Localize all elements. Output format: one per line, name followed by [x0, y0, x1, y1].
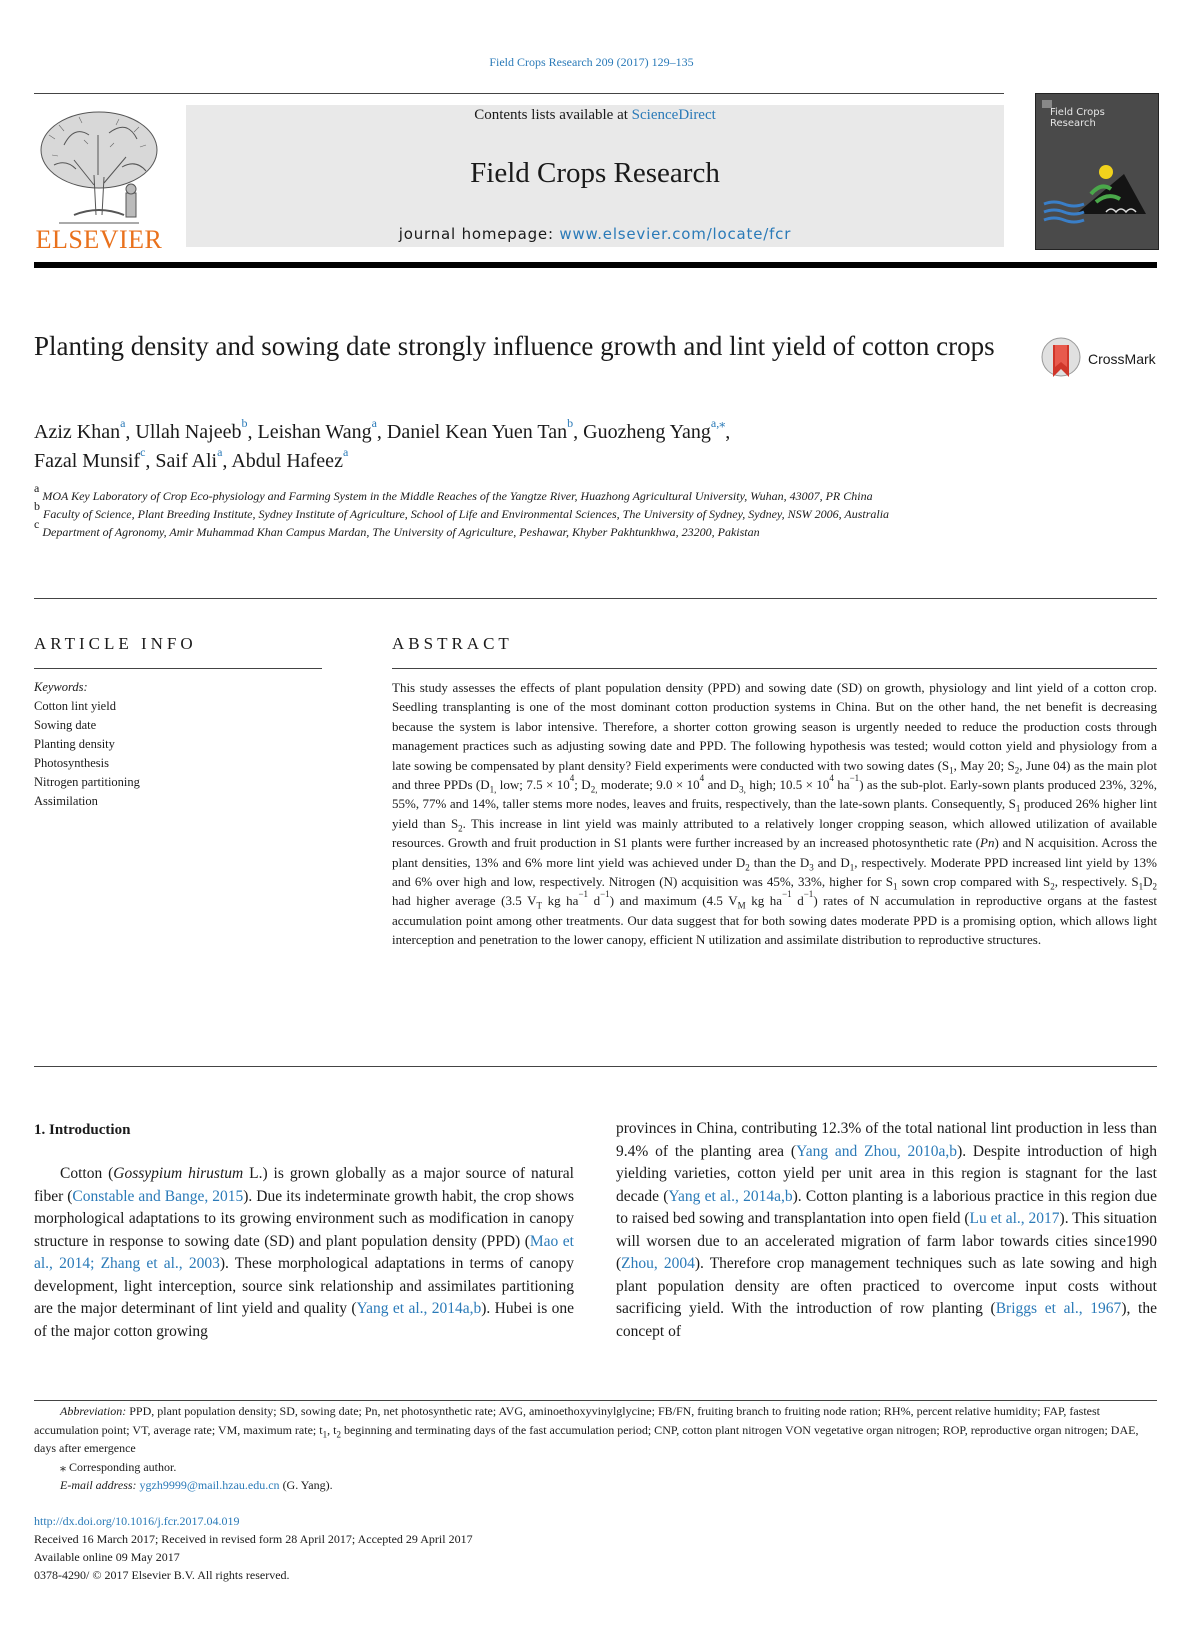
abbreviation-label: Abbreviation:: [60, 1404, 127, 1418]
footnote-rule: [34, 1400, 1157, 1401]
available-online: Available online 09 May 2017: [34, 1550, 180, 1564]
email-link[interactable]: ygzh9999@mail.hzau.edu.cn: [139, 1478, 280, 1492]
keyword: Photosynthesis: [34, 756, 110, 770]
email-label: E-mail address:: [60, 1478, 137, 1492]
author-name: Aziz Khan: [34, 421, 121, 443]
author-name: Ullah Najeeb: [135, 421, 242, 443]
keyword: Nitrogen partitioning: [34, 775, 140, 789]
author-name: Leishan Wang: [257, 421, 372, 443]
contents-line: [186, 107, 1004, 124]
affiliation-mark: c: [34, 517, 40, 531]
author-separator: ,: [145, 450, 156, 472]
author-name: Daniel Kean Yuen Tan: [386, 421, 568, 443]
homepage-line: [186, 225, 1004, 243]
corresponding-author-note: ⁎ Corresponding author.: [60, 1459, 177, 1474]
author-separator: ,: [573, 421, 584, 443]
section-rule: [34, 598, 1157, 599]
introduction-heading: 1. Introduction: [34, 1122, 131, 1138]
affiliation: [34, 499, 1024, 523]
author-list: [34, 418, 1034, 476]
abstract-text: This study assesses the effects of plant population density (PPD) and sowing date (SD) on growth, physiology and lint yield of a cotton crop. Seedling transplanting is one of the most dominant cotton production systems in China. But on the other hand, the net benefit is decreasing because the system is labor intensive. Therefore, a shorter cotton growing season is urgently needed to reduce the production costs through management practices such as adjusting sowing date and PPD. The following hypothesis was tested; would cotton yield and physiology from a late sowing be compensated by plant density? Field experiments were conducted with two sowing dates ($S_1$, May 20; $S_2$, June 04) as the main plot and three PPDs ($D_{1,}$ low; $7.5 \times 10^4$; $D_{2,}$ moderate; $9.0 \times 10^4$ and $D_{3,}$ high; $10.5 \times 10^4$ $ha^{-1}$) as the sub-plot. Early-sown plants produced 23%, 32%, 55%, 77% and 14%, taller stems more nodes, leaves and fruits, respectively, than the late-sown plants. Consequently, $S_1$ produced 26% higher lint yield than $S_2$. This increase in lint yield was mainly attributed to a relatively longer cropping season, which allowed utilization of available resources. Growth and fruit production in S1 plants were further increased by an increased photosynthetic rate (Pn) and N acquisition. Across the plant densities, 13% and 6% more lint yield was achieved under $D_2$ than the $D_3$ and $D_1$, respectively. Moderate PPD increased lint yield by 13% and 6% over high and low, respectively. Nitrogen (N) acquisition was 45%, 33%, higher for $S_1$ sown crop compared with $S_2$, respectively. $S_1D_2$ had higher average (3.5 $V_T$ kg $ha^{-1}$ $d^{-1}$) and maximum (4.5 $V_M$ kg $ha^{-1}$ $d^{-1}$) rates of N accumulation in reproductive organs at the fastest accumulation point among other treatments. Our data suggest that for both sowing dates moderate PPD is a promising option, which allows light interception and penetration to the lower canopy, efficient N utilization and assimilate distribution to reproductive structures.: [392, 680, 1158, 948]
introduction-paragraph: Cotton (Gossypium hirustum L.) is grown globally as a major source of natural fiber (Constable and Bange, 2015). Due its indeterminate growth habit, the crop shows morphological adaptations to its growing environment such as modification in canopy structure in response to sowing date (SD) and plant population density (PPD) (Mao et al., 2014; Zhang et al., 2003). These morphological adaptations in terms of canopy development, light interception, source sink relationship and assimilates partitioning are the major determinant of lint yield and quality (Yang et al., 2014a,b). Hubei is one of the major cotton growing: [34, 1165, 575, 1340]
keyword: Sowing date: [34, 718, 97, 732]
citation-link[interactable]: Yang and Zhou, 2010a,b: [796, 1142, 958, 1160]
author-name: Fazal Munsif: [34, 450, 141, 472]
author-affiliation-mark[interactable]: a: [217, 445, 223, 460]
author-affiliation-mark[interactable]: c: [140, 445, 146, 460]
introduction-column-right: [616, 1118, 1157, 1343]
keyword: Planting density: [34, 737, 115, 751]
cover-title: Field Crops Research: [1050, 107, 1105, 129]
author-name: Guozheng Yang: [583, 421, 711, 443]
author-separator: ,: [725, 421, 731, 443]
introduction-column-left: [34, 1163, 574, 1343]
author[interactable]: [386, 416, 584, 443]
affiliations: [34, 481, 1024, 542]
author[interactable]: [231, 445, 349, 472]
copyright: 0378-4290/ © 2017 Elsevier B.V. All rights reserved.: [34, 1568, 290, 1582]
author[interactable]: [155, 445, 232, 472]
keywords-list: [34, 678, 314, 811]
article-info-heading: ARTICLE INFO: [34, 634, 197, 653]
author-affiliation-mark[interactable]: a: [120, 416, 126, 431]
author-affiliation-mark[interactable]: a,⁎: [710, 416, 726, 431]
affiliation-text: Department of Agronomy, Amir Muhammad Khan Campus Mardan, The University of Agriculture, Peshawar, Khyber Pakhtunkhwa, 23200, Pakistan: [42, 525, 760, 539]
keyword: Cotton lint yield: [34, 699, 116, 713]
homepage-link[interactable]: www.elsevier.com/locate/fcr: [559, 225, 792, 243]
header-rule: [34, 93, 1004, 94]
author-separator: ,: [125, 421, 136, 443]
author[interactable]: [34, 416, 136, 443]
publication-info: [34, 1512, 834, 1584]
citation-link[interactable]: Lu et al., 2017: [969, 1210, 1060, 1227]
author-affiliation-mark[interactable]: a: [371, 416, 377, 431]
citation-link[interactable]: Yang et al., 2014a,b: [668, 1187, 793, 1205]
affiliation-text: MOA Key Laboratory of Crop Eco-physiology and Farming System in the Middle Reaches of the Yangtze River, Huazhong Agricultural University, Wuhan, 43007, PR China: [42, 489, 873, 503]
footnotes: [34, 1402, 1157, 1495]
abstract-heading: ABSTRACT: [392, 634, 513, 653]
crossmark-label[interactable]: CrossMark: [1088, 351, 1156, 367]
citation-link[interactable]: Briggs et al., 1967: [995, 1300, 1122, 1317]
affiliation-text: Faculty of Science, Plant Breeding Institute, Sydney Institute of Agriculture, School of Life and Environmental Sciences, The University of Sydney, Sydney, NSW 2006, Australia: [43, 507, 890, 521]
author-separator: ,: [247, 421, 258, 443]
elsevier-wordmark: ELSEVIER: [35, 225, 163, 254]
received-dates: Received 16 March 2017; Received in revised form 28 April 2017; Accepted 29 April 2017: [34, 1532, 473, 1546]
affiliation-mark: b: [34, 499, 40, 513]
contents-prefix: Contents lists available at: [474, 107, 632, 123]
citation-link[interactable]: Mao et al., 2014; Zhang et al., 2003: [34, 1232, 574, 1272]
elsevier-tree-logo: [34, 105, 164, 245]
author-affiliation-mark[interactable]: b: [241, 416, 248, 431]
article-title: Planting density and sowing date strongly influence growth and lint yield of cotton crops: [34, 331, 995, 361]
header-thick-rule: [34, 262, 1157, 268]
citation-link[interactable]: Yang et al., 2014a,b: [356, 1300, 482, 1317]
author[interactable]: [583, 416, 731, 443]
author[interactable]: [135, 416, 258, 443]
article-info-rule: [34, 668, 322, 669]
abbreviation-footnote: Abbreviation: PPD, plant population density; SD, sowing date; Pn, net photosynthetic rate; AVG, aminoethoxyvinylglycine; FB/FN, fruiting branch to fruiting node ration; RH%, percent relative humidity; FAP, fastest accumulation point; VT, average rate; VM, maximum rate; $t_1$, $t_2$ beginning and terminating days of the fast accumulation period; CNP, cotton plant nitrogen VON vegetative organ nitrogen; ROP, reproductive organ nitrogen; DAE, days after emergence: [34, 1404, 1139, 1455]
sciencedirect-link[interactable]: ScienceDirect: [631, 107, 716, 123]
author-name: Saif Ali: [155, 450, 218, 472]
author-name: Abdul Hafeez: [231, 450, 343, 472]
keyword: Assimilation: [34, 794, 98, 808]
homepage-prefix: journal homepage:: [398, 225, 560, 243]
author-separator: ,: [376, 421, 387, 443]
author-separator: ,: [222, 450, 232, 472]
affiliation: [34, 517, 1024, 541]
affiliation-mark: a: [34, 481, 40, 495]
citation-link[interactable]: Zhou, 2004: [621, 1255, 695, 1272]
doi-link[interactable]: http://dx.doi.org/10.1016/j.fcr.2017.04.019: [34, 1514, 240, 1528]
keywords-label: Keywords:: [34, 680, 88, 694]
journal-title: Field Crops Research: [470, 157, 720, 189]
crossmark-icon[interactable]: [1041, 337, 1081, 383]
author-affiliation-mark[interactable]: b: [567, 416, 574, 431]
author-affiliation-mark[interactable]: a: [342, 445, 349, 460]
introduction-paragraph: provinces in China, contributing 12.3% of the total national lint production in less than 9.4% of the planting area (Yang and Zhou, 2010a,b). Despite introduction of high yielding varieties, cotton yield per unit area in this region is stagnant for the last decade (Yang et al., 2014a,b). Cotton planting is a laborious practice in this region due to raised bed sowing and transplantation into open field (Lu et al., 2017). This situation will worsen due to an accelerated migration of farm labor towards cities since1990 (Zhou, 2004). Therefore crop management techniques such as late sowing and high plant population density are often practiced to overcome input costs without sacrificing yield. With the introduction of row planting (Briggs et al., 1967), the concept of: [616, 1120, 1158, 1340]
abstract-rule: [392, 668, 1157, 669]
citation-link[interactable]: Constable and Bange, 2015: [72, 1187, 244, 1205]
affiliation: [34, 481, 1024, 505]
abstract-end-rule: [34, 1066, 1157, 1067]
author[interactable]: [257, 416, 387, 443]
journal-reference[interactable]: Field Crops Research 209 (2017) 129–135: [489, 55, 694, 69]
author[interactable]: [34, 445, 156, 472]
email-suffix: (G. Yang).: [279, 1478, 333, 1492]
email-footnote: [34, 1476, 1157, 1495]
